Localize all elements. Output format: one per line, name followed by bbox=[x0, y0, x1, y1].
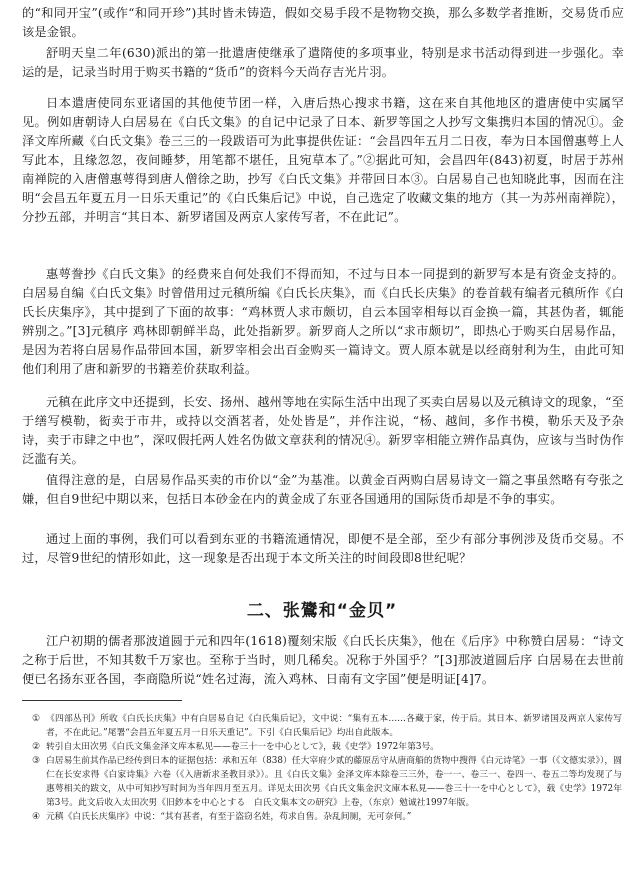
footnote-4 bbox=[32, 810, 622, 824]
footnote-marker: ③ bbox=[32, 756, 40, 766]
footnote-text: 《四部丛刊》所收《白氏长庆集》中有白居易自记《白氏集后记》，文中说：“集有五本……各藏于家，传于后。其日本、新罗诸国及两京人家传写者，不在此记。”尾署“会昌五年夏五月一日乐天重记”。下引《白氏集后记》均出自此版本。 bbox=[46, 714, 622, 738]
paragraph-7: 通过上面的事例，我们可以看到东亚的书籍流通情况，即便不是全部，至少有部分事例涉及货币交易。不过，尽管9世纪的情形如此，这一现象是否出现于本文所关注的时间段即8世纪呢？ bbox=[22, 532, 624, 565]
footnote-divider bbox=[22, 700, 182, 701]
paragraph-3: 日本遣唐使同东亚诸国的其他使节团一样，入唐后热心搜求书籍，这在来自其他地区的遣唐使中实属罕见。例如唐朝诗人白居易在《白氏文集》的自记中记录了日本、新罗等国之人抄写文集携归本国的情况①。金泽文库所藏《白氏文集》卷三三的一段跋语可为此事提供佐证：“会昌四年五月二日夜，奉为日本国僧惠萼上人写此本，且缘忽忽，夜间睡梦，用笔都不堪任，且宛草本了。”②据此可知，会昌四年(843)初夏，时居于苏州南禅院的入唐僧惠萼得到唐人僧徐之助，抄写《白氏文集》并带回日本③。白居易自己也知晓此事，因而在注明“会昌五年夏五月一日乐天重记”的《白氏集后记》中说，自己选定了收藏文集的地方（其一为苏州南禅院），分抄五部，并明言“其日本、新罗诸国及两京人家传写者，不在此记”。 bbox=[22, 96, 624, 224]
footnotes bbox=[32, 712, 622, 824]
paragraph-1: 的“和同开宝”(或作“和同开珍”)其时皆未铸造，假如交易手段不是物物交换，那么多数学者推断，交易货币应该是金银。 bbox=[22, 6, 624, 39]
paragraph-2: 舒明天皇二年(630)派出的第一批遣唐使继承了遣隋使的多项事业，特别是求书活动得到进一步强化。幸运的是，记录当时用于购买书籍的“货币”的资料今天尚存吉光片羽。 bbox=[22, 46, 624, 79]
paragraph-6: 值得注意的是，白居易作品买卖的市价以“金”为基准。以黄金百两购白居易诗文一篇之事虽然略有夸张之嫌，但自9世纪中期以来，包括日本砂金在内的黄金成了东亚各国通用的国际货币却是不争的事实。 bbox=[22, 473, 624, 506]
paragraph-4: 惠萼誊抄《白氏文集》的经费来自何处我们不得而知，不过与日本一同提到的新罗写本是有资金支持的。白居易自编《白氏文集》时曾借用过元稹所编《白氏长庆集》，而《白氏长庆集》的卷首载有编者元稹所作《白氏长庆集序》，其中提到了下面的故事：“鸡林贾人求市颇切，自云本国宰相每以百金换一篇，其甚伪者，辄能辨别之。”[3]元稹序 鸡林即朝鲜半岛，此处指新罗。新罗商人之所以“求市颇切”，即热心于购买白居易作品，是因为若将白居易作品带回本国，新罗宰相会出百金购买一篇诗文。贾人原本就是以经商射利为生，由此可知他们利用了唐和新罗的书籍差价获取利益。 bbox=[22, 267, 624, 376]
footnote-3 bbox=[32, 754, 622, 810]
footnote-marker: ② bbox=[32, 742, 40, 752]
footnote-marker: ④ bbox=[32, 812, 40, 822]
paragraph-8: 江户初期的儒者那波道圆于元和四年(1618)覆刻宋版《白氏长庆集》，他在《后序》中称赞白居易：“诗文之称于后世，不知其数千万家也。至称于当时，则几稀矣。况称于外国乎？”[3]那波道圆后序 白居易在去世前便已名扬东亚各国，李商隐所说“姓名过海，流入鸡林、日南有文字国”便是明证[4]7。 bbox=[22, 634, 624, 686]
footnote-marker: ① bbox=[32, 714, 40, 724]
footnote-text: 转引自太田次男《白氏文集金泽文库本私见——卷三十一を中心として》，载《史学》1972年第3号。 bbox=[46, 742, 440, 752]
footnote-1 bbox=[32, 712, 622, 740]
footnote-text: 元稹《白氏长庆集序》中说：“其有甚者，有至于盗窃名姓，苟求自售。杂乱间厕，无可奈何。” bbox=[46, 812, 412, 822]
footnote-2 bbox=[32, 740, 622, 754]
paragraph-5: 元稹在此序文中还提到，长安、扬州、越州等地在实际生活中出现了买卖白居易以及元稹诗文的现象，“至于缮写模勒，衒卖于市井，或持以交酒茗者，处处皆是”，并作注说，“杨、越间，多作书模，勒乐天及予杂诗，卖于市肆之中也”，深叹假托两人姓名伪做文章获利的情况④。新罗宰相能立辨作品真伪，应该与当时伪作泛滥有关。 bbox=[22, 395, 624, 466]
section-heading: 二、张鷟和“金贝” bbox=[246, 601, 398, 621]
footnote-text: 白居易生前其作品已经传到日本的证据包括：承和五年（838）任大宰府少贰的藤原岳守从唐商船的货物中搜得《白元诗笔》一事（《文德实录》），圆仁在长安求得《白家诗集》六卷（《入唐新求圣教目录》）。且《白氏文集》金泽文库本除卷三三外，卷一一、卷三一、卷四一、卷五二等均发现了与惠萼相关的跋文，从中可知抄写时间为当年四月至五月。详见太田次男《白氏文集金沢文庫本私見——巻三十一を中心として》，载《史学》1972年第3号。此文后收入太田次男《旧鈔本を中心とする 白氏文集本文の研究》上卷，（东京）勉诚社1997年版。 bbox=[46, 756, 622, 808]
